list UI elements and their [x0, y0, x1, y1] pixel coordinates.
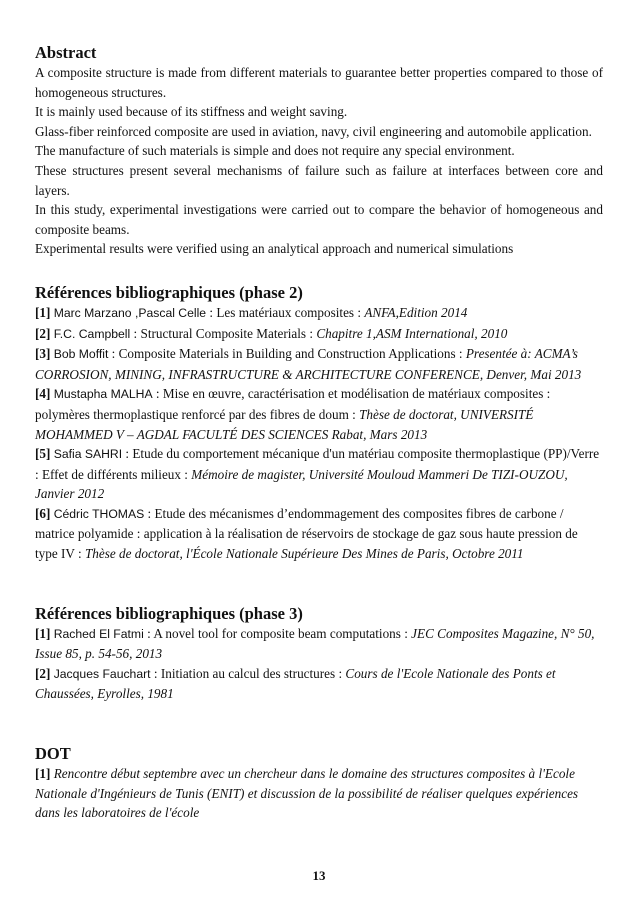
reference-author: Safia SAHRI — [53, 447, 123, 462]
reference-title: Mise en œuvre, caractérisation et modélisation de matériaux composites : polymères thermoplastique renforcé par des fibres de doum — [35, 386, 551, 422]
reference-title: Les matériaux composites — [216, 304, 355, 320]
reference-item: [3] Bob Moffit : Composite Materials in Building and Construction Applications : Presentée à: ACMA’s CORROSION, MINING, INFRASTRUCTURE & ARCHITECTURE CONFERENCE, Denver, Mai 2013 — [35, 346, 582, 382]
reference-number: [1] — [35, 304, 51, 320]
reference-author: Jacques Fauchart — [53, 666, 151, 681]
reference-source: Presentée à: ACMA’s CORROSION, MINING, INFRASTRUCTURE & ARCHITECTURE CONFERENCE, Denver, Mai 2013 — [35, 346, 582, 382]
reference-item: [4] Mustapha MALHA : Mise en œuvre, caractérisation et modélisation de matériaux composites : polymères thermoplastique renforcé par des fibres de doum : Thèse de doctorat, UNIVERSITÉ MOHAMMED V – AGDAL FACULTÉ DES SCIENCES Rabat, Mars 2013 — [35, 386, 551, 442]
reference-item: [2] Jacques Fauchart : Initiation au calcul des structures : Cours de l'Ecole Nationale des Ponts et Chaussées, Eyrolles, 1981 — [35, 665, 556, 702]
references-phase2-heading: Références bibliographiques (phase 2) — [35, 282, 303, 302]
reference-author: Mustapha MALHA — [53, 387, 153, 402]
reference-number: [6] — [35, 505, 51, 521]
reference-title: Composite Materials in Building and Construction Applications — [118, 346, 456, 362]
abstract-paragraph: The manufacture of such materials is simple and does not require any special environment. — [35, 143, 515, 159]
dot-item — [35, 764, 603, 823]
reference-number: [4] — [35, 386, 51, 402]
reference-item: [6] Cédric THOMAS : Etude des mécanismes d’endommagement des composites fibres de carbone / matrice polyamide : application à la réalisation de réservoirs de stockage de gaz sous haute pression de type IV : Thèse de doctorat, l'École Nationale Supérieure Des Mines de Paris, Octobre 2011 — [35, 505, 578, 562]
reference-source: Cours de l'Ecole Nationale des Ponts et Chaussées, Eyrolles, 1981 — [35, 665, 556, 702]
abstract-paragraph: Glass-fiber reinforced composite are used in aviation, navy, civil engineering and automobile application. — [35, 123, 592, 139]
reference-source: Thèse de doctorat, UNIVERSITÉ MOHAMMED V – AGDAL FACULTÉ DES SCIENCES Rabat, Mars 2013 — [35, 406, 534, 442]
reference-author: Bob Moffit — [53, 347, 109, 362]
reference-title: Etude du comportement mécanique d'un matériau composite thermoplastique (PP)/Verre : Effet de différents milieux — [35, 446, 600, 482]
reference-title: Initiation au calcul des structures — [160, 665, 336, 681]
reference-author: Rached El Fatmi — [53, 626, 144, 641]
abstract-heading: Abstract — [35, 43, 97, 62]
reference-item: [1] Rached El Fatmi : A novel tool for composite beam computations : JEC Composites Magazine, N° 50, Issue 85, p. 54-56, 2013 — [35, 625, 595, 662]
abstract-paragraph: In this study, experimental investigations were carried out to compare the behavior of homogeneous and composite beams. — [35, 202, 603, 237]
reference-number: [5] — [35, 446, 51, 462]
reference-source: Thèse de doctorat, l'École Nationale Supérieure Des Mines de Paris, Octobre 2011 — [84, 546, 524, 562]
page-content — [35, 43, 603, 823]
page-number: 13 — [312, 868, 326, 883]
abstract-paragraph: It is mainly used because of its stiffness and weight saving. — [35, 104, 348, 120]
reference-source: JEC Composites Magazine, N° 50, Issue 85, p. 54-56, 2013 — [35, 625, 595, 662]
reference-title: Etude des mécanismes d’endommagement des composites fibres de carbone / matrice polyamide : application à la réalisation de réservoirs de stockage de gaz sous haute pression de type IV — [35, 505, 578, 562]
reference-number: [2] — [35, 325, 51, 341]
abstract-paragraph: A composite structure is made from different materials to guarantee better properties compared to those of homogeneous structures. — [35, 65, 603, 100]
references-phase3-heading: Références bibliographiques (phase 3) — [35, 603, 303, 623]
reference-number: [1] — [35, 625, 51, 641]
reference-author: F.C. Campbell — [53, 326, 131, 341]
reference-source: Mémoire de magister, Université Mouloud Mammeri De TIZI-OUZOU, Janvier 2012 — [35, 466, 568, 502]
reference-source: ANFA,Edition 2014 — [364, 304, 468, 320]
reference-item: [2] F.C. Campbell : Structural Composite Materials : Chapitre 1,ASM International, 2010 — [35, 325, 508, 341]
reference-number: [3] — [35, 346, 51, 362]
dot-number: [1] — [35, 766, 51, 782]
abstract-paragraph: Experimental results were verified using an analytical approach and numerical simulations — [35, 241, 514, 257]
abstract-paragraph: These structures present several mechanisms of failure such as failure at interfaces between core and layers. — [35, 162, 603, 198]
reference-source: Chapitre 1,ASM International, 2010 — [316, 325, 508, 341]
reference-title: A novel tool for composite beam computations — [153, 625, 401, 641]
reference-author: Marc Marzano ,Pascal Celle — [53, 305, 207, 320]
dot-text: Rencontre début septembre avec un chercheur dans le domaine des structures composites à l'Ecole Nationale d'Ingénieurs de Tunis (ENIT) et discussion de la possibilité de réaliser quelques expériences dans les laboratoires de l'école — [35, 766, 579, 821]
reference-item: [5] Safia SAHRI : Etude du comportement mécanique d'un matériau composite thermoplastique (PP)/Verre : Effet de différents milieux : Mémoire de magister, Université Mouloud Mammeri De TIZI-OUZOU, Janvier 2012 — [35, 446, 600, 502]
reference-item: [1] Marc Marzano ,Pascal Celle : Les matériaux composites : ANFA,Edition 2014 — [35, 304, 468, 320]
reference-title: Structural Composite Materials — [140, 325, 307, 341]
dot-heading: DOT — [35, 744, 71, 764]
reference-author: Cédric THOMAS — [53, 506, 145, 521]
reference-number: [2] — [35, 665, 51, 681]
